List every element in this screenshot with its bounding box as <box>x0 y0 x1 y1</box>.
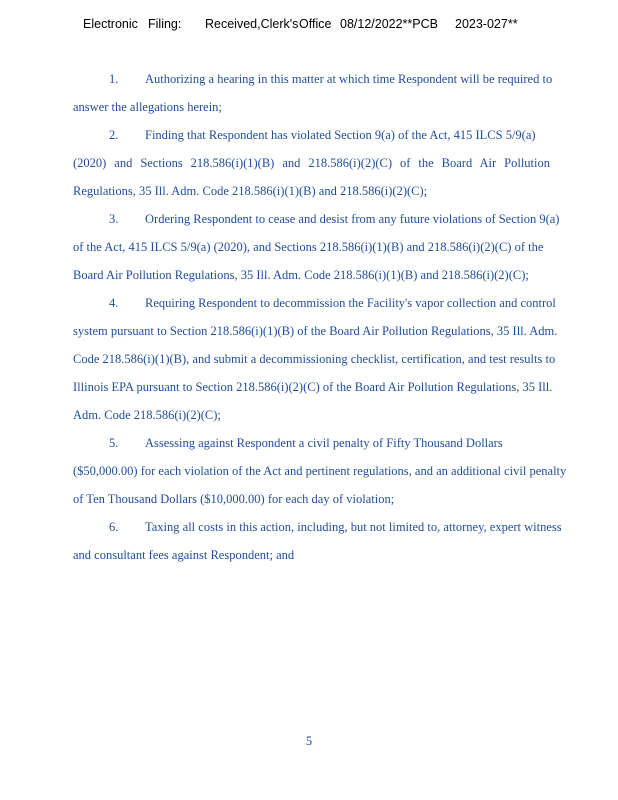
item-line: Assessing against Respondent a civil penalty of Fifty Thousand Dollars <box>145 436 503 450</box>
item-number: 4. <box>109 296 119 310</box>
item-line: and consultant fees against Respondent; and <box>73 548 295 562</box>
item-number: 3. <box>109 212 119 226</box>
header-received: Received,Clerk's <box>205 17 299 31</box>
filing-header <box>0 17 618 37</box>
header-office: Office <box>299 17 332 31</box>
item-number: 1. <box>109 72 119 86</box>
item-line: system pursuant to Section 218.586(i)(1)(B) of the Board Air Pollution Regulations, 35 Ill. Adm. <box>73 324 558 338</box>
item-line: of the Act, 415 ILCS 5/9(a) (2020), and Sections 218.586(i)(1)(B) and 218.586(i)(2)(C) of the <box>73 240 544 254</box>
item-line: Adm. Code 218.586(i)(2)(C); <box>73 408 221 422</box>
item-line: Regulations, 35 Ill. Adm. Code 218.586(i)(1)(B) and 218.586(i)(2)(C); <box>73 184 428 198</box>
item-line: Requiring Respondent to decommission the Facility's vapor collection and control <box>145 296 556 310</box>
item-line: (2020) and Sections 218.586(i)(1)(B) and 218.586(i)(2)(C) of the Board Air Pollution <box>73 156 550 170</box>
header-case-number: 2023-027** <box>455 17 518 31</box>
page-number: 5 <box>305 734 313 748</box>
header-electronic: Electronic <box>83 17 138 31</box>
item-line: Taxing all costs in this action, including, but not limited to, attorney, expert witness <box>145 520 562 534</box>
header-filing: Filing: <box>148 17 182 31</box>
item-number: 6. <box>109 520 119 534</box>
item-line: answer the allegations herein; <box>73 100 222 114</box>
item-number: 5. <box>109 436 119 450</box>
header-date: 08/12/2022**PCB <box>340 17 438 31</box>
item-line: of Ten Thousand Dollars ($10,000.00) for each day of violation; <box>73 492 395 506</box>
item-line: Authorizing a hearing in this matter at which time Respondent will be required to <box>145 72 553 86</box>
item-line: Illinois EPA pursuant to Section 218.586(i)(2)(C) of the Board Air Pollution Regulations, 35 Ill. <box>73 380 553 394</box>
item-line: Ordering Respondent to cease and desist from any future violations of Section 9(a) <box>145 212 560 226</box>
item-line: Finding that Respondent has violated Section 9(a) of the Act, 415 ILCS 5/9(a) <box>145 128 536 142</box>
item-line: Code 218.586(i)(1)(B), and submit a decommissioning checklist, certification, and test results to <box>73 352 556 366</box>
item-line: Board Air Pollution Regulations, 35 Ill. Adm. Code 218.586(i)(1)(B) and 218.586(i)(2)(C); <box>73 268 529 282</box>
item-number: 2. <box>109 128 119 142</box>
item-line: ($50,000.00) for each violation of the Act and pertinent regulations, and an additional civil penalty <box>73 464 567 478</box>
